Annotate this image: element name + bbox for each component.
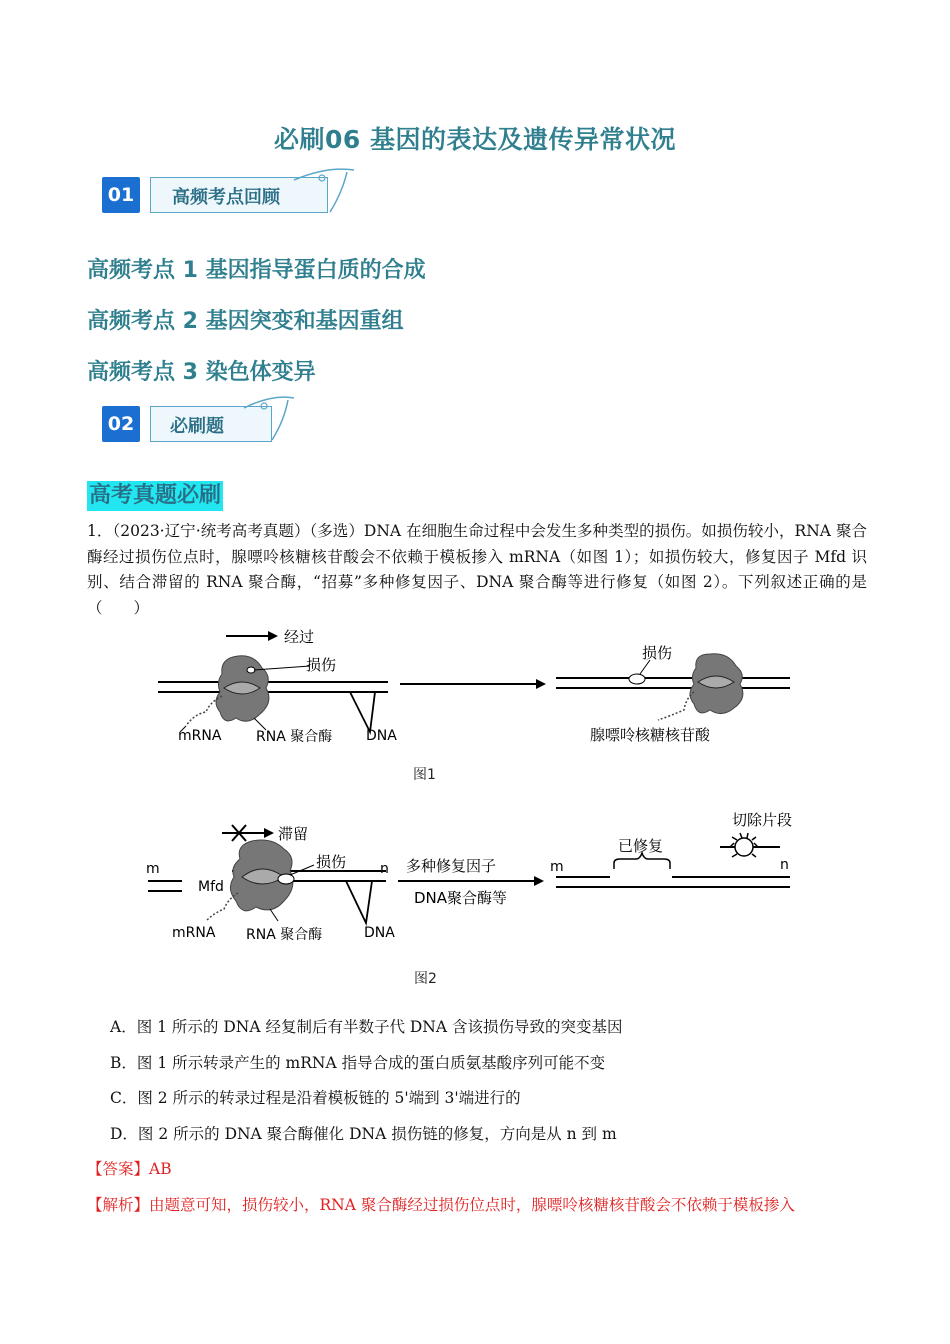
highlighted-heading: 高考真题必刷: [87, 481, 223, 511]
section-header-practice: [102, 404, 302, 448]
label-rnap: RNA 聚合酶: [256, 729, 333, 745]
label-pass: 经过: [284, 628, 315, 646]
label-damage-2: 损伤: [642, 644, 673, 662]
keypoint-2: 高频考点 2 基因突变和基因重组: [87, 309, 404, 334]
analysis: 【解析】由题意可知，损伤较小，RNA 聚合酶经过损伤位点时，腺嘌呤核糖核苷酸会不依赖于模板掺入: [87, 1196, 795, 1214]
label-ribonucleotide: 腺嘌呤核糖核苷酸: [590, 726, 711, 744]
section-label: 高频考点回顾: [172, 187, 280, 208]
swoosh-decoration-icon: [242, 396, 302, 446]
label-dna-polymerase: DNA聚合酶等: [414, 889, 508, 907]
figure-2-diagram: [140, 805, 810, 950]
answer: 【答案】AB: [87, 1160, 172, 1178]
swoosh-decoration-icon: [292, 168, 362, 218]
question-text: 1．（2023·辽宁·统考高考真题）（多选）DNA 在细胞生命过程中会发生多种类型的损伤。如损伤较小，RNA 聚合酶经过损伤位点时，腺嘌呤核糖核苷酸会不依赖于模板掺入 mRNA（如图 1）；如损伤较大，修复因子 Mfd 识别、结合滞留的 RNA 聚合酶，“招募”多种修复因子、DNA 聚合酶等进行修复（如图 2）。下列叙述正确的是（ ）: [87, 522, 867, 617]
label-n-2: n: [780, 857, 789, 873]
label-mfd: Mfd: [198, 879, 224, 895]
label-dna: DNA: [364, 925, 395, 941]
figure-1-caption: 图1: [413, 767, 436, 783]
label-rnap: RNA 聚合酶: [246, 927, 323, 943]
label-m-2: m: [550, 859, 564, 875]
page-title: 必刷06 基因的表达及遗传异常状况: [274, 125, 676, 154]
option-d: D．图 2 所示的 DNA 聚合酶催化 DNA 损伤链的修复，方向是从 n 到 m: [110, 1125, 617, 1143]
figure-2-caption: 图2: [414, 971, 437, 987]
label-damage: 损伤: [306, 656, 337, 674]
label-repair-factors: 多种修复因子: [406, 857, 497, 875]
label-excised: 切除片段: [732, 811, 793, 829]
label-stall: 滞留: [278, 825, 309, 843]
section-label: 必刷题: [170, 416, 224, 437]
section-number-badge: 02: [102, 406, 140, 442]
section-header-review: [102, 174, 362, 218]
label-mrna: mRNA: [178, 728, 222, 744]
label-damage: 损伤: [316, 853, 347, 871]
label-mrna: mRNA: [172, 925, 216, 941]
figure-1-diagram: [150, 622, 800, 754]
label-repaired: 已修复: [618, 837, 664, 855]
keypoint-3: 高频考点 3 染色体变异: [87, 360, 316, 385]
excised-fragment-icon: [730, 833, 758, 857]
option-a: A．图 1 所示的 DNA 经复制后有半数子代 DNA 含该损伤导致的突变基因: [110, 1018, 623, 1036]
label-n: n: [380, 861, 389, 877]
keypoint-1: 高频考点 1 基因指导蛋白质的合成: [87, 258, 426, 283]
option-c: C．图 2 所示的转录过程是沿着模板链的 5'端到 3'端进行的: [110, 1089, 521, 1107]
section-number-badge: 01: [102, 177, 140, 213]
label-dna: DNA: [366, 728, 397, 744]
label-m: m: [146, 861, 160, 877]
option-b: B．图 1 所示转录产生的 mRNA 指导合成的蛋白质氨基酸序列可能不变: [110, 1054, 606, 1072]
